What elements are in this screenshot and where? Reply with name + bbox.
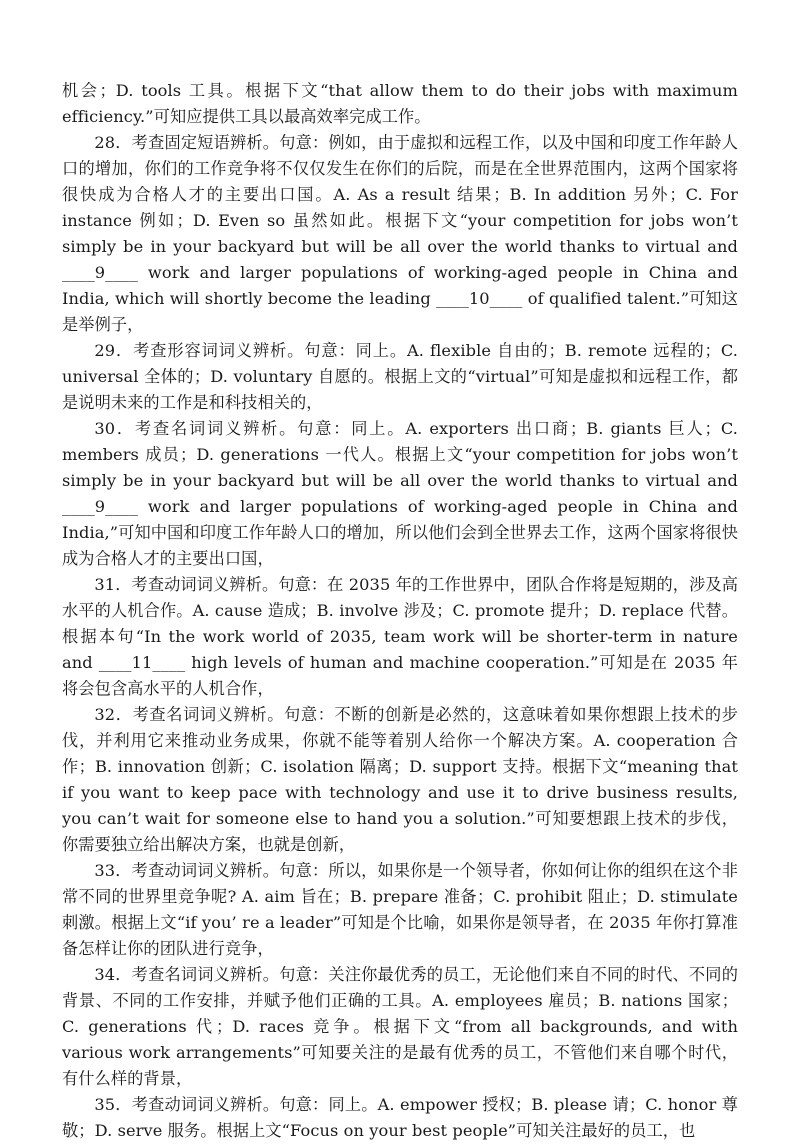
paragraph-question-28: 28．考查固定短语辨析。句意：例如，由于虚拟和远程工作，以及中国和印度工作年龄人口的增加，你们的工作竞争将不仅仅发生在你们的后院，而是在全世界范围内，这两个国家将很快成为合格人才的主要出口国。A. As a result 结果；B. In addition 另外；C. For instance 例如；D. Even so 虽然如此。根据下文“your competition for jobs won’t simply be in your backyard but will be all over the world thanks to virtual and ____9____ work and larger populations of working-aged people in China and India, which will shortly become the leading ____10____ of qualified talent.”可知这是举例子， (62, 133, 738, 334)
paragraph-question-31: 31．考查动词词义辨析。句意：在 2035 年的工作世界中，团队合作将是短期的，涉及高水平的人机合作。A. cause 造成；B. involve 涉及；C. promote 提升；D. replace 代替。根据本句“In the work world of 2035, team work will be shorter-term in nature and ____11____ high levels of human and machine cooperation.”可知是在 2035 年将会包含高水平的人机合作， (62, 575, 738, 698)
paragraph-question-33: 33．考查动词词义辨析。句意：所以，如果你是一个领导者，你如何让你的组织在这个非常不同的世界里竞争呢? A. aim 旨在；B. prepare 准备；C. prohibit 阻止；D. stimulate 刺激。根据上文“if you’ re a leader”可知是个比喻，如果你是领导者，在 2035 年你打算准备怎样让你的团队进行竞争， (62, 861, 738, 958)
paragraph-continuation: 机会；D. tools 工具。根据下文“that allow them to do their jobs with maximum efficiency.”可知应提供工具以最高效率完成工作。 (62, 81, 738, 126)
paragraph-question-35: 35．考查动词词义辨析。句意：同上。A. empower 授权；B. please 请；C. honor 尊敬；D. serve 服务。根据上文“Focus on your best people”可知关注最好的员工，也 (62, 1095, 738, 1140)
paragraph-question-34: 34．考查名词词义辨析。句意：关注你最优秀的员工，无论他们来自不同的时代、不同的背景、不同的工作安排，并赋予他们正确的工具。A. employees 雇员；B. nations 国家；C. generations 代；D. races 竞争。根据下文“from all backgrounds, and with various work arrangements”可知要关注的是最有优秀的员工，不管他们来自哪个时代，有什么样的背景， (62, 965, 738, 1088)
paragraph-question-30: 30．考查名词词义辨析。句意：同上。A. exporters 出口商；B. giants 巨人；C. members 成员；D. generations 一代人。根据上文“your competition for jobs won’t simply be in your backyard but will be all over the world thanks to virtual and ____9____ work and larger populations of working-aged people in China and India,”可知中国和印度工作年龄人口的增加，所以他们会到全世界去工作，这两个国家将很快成为合格人才的主要出口国， (62, 419, 738, 568)
paragraph-question-29: 29．考查形容词词义辨析。句意：同上。A. flexible 自由的；B. remote 远程的；C. universal 全体的；D. voluntary 自愿的。根据上文的“virtual”可知是虚拟和远程工作，都是说明未来的工作是和科技相关的， (62, 341, 738, 412)
paragraph-question-32: 32．考查名词词义辨析。句意：不断的创新是必然的，这意味着如果你想跟上技术的步伐，并利用它来推动业务成果，你就不能等着别人给你一个解决方案。A. cooperation 合作；B. innovation 创新；C. isolation 隔离；D. support 支持。根据下文“meaning that if you want to keep pace with technology and use it to drive business results, you can’t wait for someone else to hand you a solution.”可知要想跟上技术的步伐，你需要独立给出解决方案，也就是创新， (62, 705, 738, 854)
